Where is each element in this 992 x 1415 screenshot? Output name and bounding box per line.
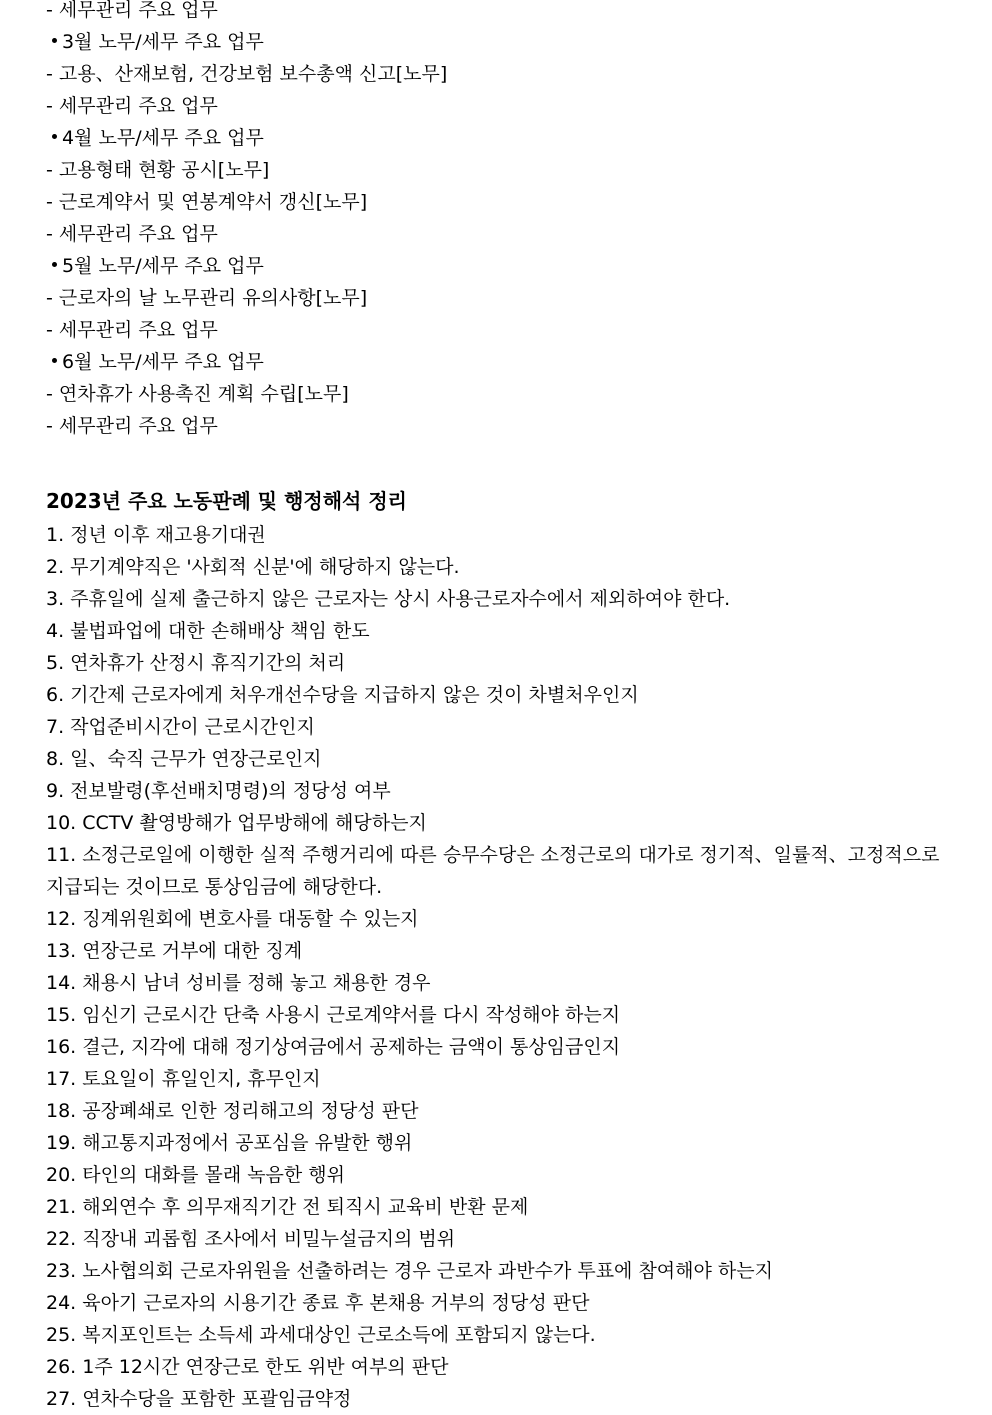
document-page [46, 0, 946, 1415]
month-heading [46, 122, 946, 154]
month-heading [46, 26, 946, 58]
schedule-item-text: - 세무관리 주요 업무 [46, 223, 218, 245]
schedule-item-text: - 근로계약서 및 연봉계약서 갱신[노무] [46, 191, 368, 213]
ruling-item: 13. 연장근로 거부에 대한 징계 [46, 940, 303, 962]
schedule-item-text: - 세무관리 주요 업무 [46, 415, 218, 437]
ruling-item: 7. 작업준비시간이 근로시간인지 [46, 716, 315, 738]
ruling-item: 12. 징계위원회에 변호사를 대동할 수 있는지 [46, 908, 419, 930]
month-heading-text: 3월 노무/세무 주요 업무 [62, 31, 264, 53]
section-title: 2023년 주요 노동판례 및 행정해석 정리 [46, 489, 407, 513]
schedule-item [46, 90, 946, 122]
bullet-icon [52, 134, 57, 139]
month-heading-text: 4월 노무/세무 주요 업무 [62, 127, 264, 149]
ruling-item: 19. 해고통지과정에서 공포심을 유발한 행위 [46, 1132, 413, 1154]
schedule-item-text: - 세무관리 주요 업무 [46, 95, 218, 117]
bullet-icon [52, 358, 57, 363]
ruling-item: 26. 1주 12시간 연장근로 한도 위반 여부의 판단 [46, 1356, 449, 1378]
bullet-icon [52, 262, 57, 267]
ruling-item: 8. 일、숙직 근무가 연장근로인지 [46, 748, 322, 770]
ruling-item: 24. 육아기 근로자의 시용기간 종료 후 본채용 거부의 정당성 판단 [46, 1292, 590, 1314]
schedule-item [46, 58, 946, 90]
ruling-item: 23. 노사협의회 근로자위원을 선출하려는 경우 근로자 과반수가 투표에 참여해야 하는지 [46, 1260, 773, 1282]
ruling-item: 4. 불법파업에 대한 손해배상 책임 한도 [46, 620, 370, 642]
ruling-item: 16. 결근, 지각에 대해 정기상여금에서 공제하는 금액이 통상임금인지 [46, 1036, 621, 1058]
ruling-item: 25. 복지포인트는 소득세 과세대상인 근로소득에 포함되지 않는다. [46, 1324, 596, 1346]
schedule-item-text: - 연차휴가 사용촉진 계획 수립[노무] [46, 383, 349, 405]
schedule-item-text: - 세무관리 주요 업무 [46, 319, 218, 341]
ruling-item: 6. 기간제 근로자에게 처우개선수당을 지급하지 않은 것이 차별처우인지 [46, 684, 639, 706]
schedule-item-text: - 근로자의 날 노무관리 유의사항[노무] [46, 287, 368, 309]
ruling-item: 22. 직장내 괴롭힘 조사에서 비밀누설금지의 범위 [46, 1228, 456, 1250]
schedule-item [46, 314, 946, 346]
schedule-item-text: - 세무관리 주요 업무 [46, 0, 218, 21]
ruling-item: 9. 전보발령(후선배치명령)의 정당성 여부 [46, 780, 391, 802]
month-heading [46, 250, 946, 282]
schedule-item [46, 186, 946, 218]
month-heading [46, 346, 946, 378]
schedule-item-text: - 고용、산재보험, 건강보험 보수총액 신고[노무] [46, 63, 448, 85]
schedule-item [46, 0, 946, 26]
ruling-item: 17. 토요일이 휴일인지, 휴무인지 [46, 1068, 321, 1090]
ruling-item: 18. 공장폐쇄로 인한 정리해고의 정당성 판단 [46, 1100, 419, 1122]
schedule-item [46, 154, 946, 186]
section-spacer [46, 442, 946, 486]
ruling-item: 5. 연차휴가 산정시 휴직기간의 처리 [46, 652, 346, 674]
schedule-item [46, 282, 946, 314]
schedule-item [46, 218, 946, 250]
ruling-item: 15. 임신기 근로시간 단축 사용시 근로계약서를 다시 작성해야 하는지 [46, 1004, 621, 1026]
schedule-item [46, 410, 946, 442]
ruling-item: 27. 연차수당을 포함한 포괄임금약정 [46, 1388, 352, 1410]
schedule-item-text: - 고용형태 현황 공시[노무] [46, 159, 270, 181]
schedule-item [46, 378, 946, 410]
ruling-item: 2. 무기계약직은 '사회적 신분'에 해당하지 않는다. [46, 556, 460, 578]
bullet-icon [52, 38, 57, 43]
ruling-item: 14. 채용시 남녀 성비를 정해 놓고 채용한 경우 [46, 972, 431, 994]
rulings-list [46, 519, 946, 1415]
ruling-item: 21. 해외연수 후 의무재직기간 전 퇴직시 교육비 반환 문제 [46, 1196, 529, 1218]
ruling-item: 3. 주휴일에 실제 출근하지 않은 근로자는 상시 사용근로자수에서 제외하여야 한다. [46, 588, 731, 610]
ruling-item: 1. 정년 이후 재고용기대권 [46, 524, 266, 546]
month-heading-text: 5월 노무/세무 주요 업무 [62, 255, 264, 277]
monthly-schedule-list [46, 0, 946, 442]
ruling-item: 20. 타인의 대화를 몰래 녹음한 행위 [46, 1164, 346, 1186]
ruling-item: 10. CCTV 촬영방해가 업무방해에 해당하는지 [46, 812, 427, 834]
ruling-item: 11. 소정근로일에 이행한 실적 주행거리에 따른 승무수당은 소정근로의 대가로 정기적、일률적、고정적으로 지급되는 것이므로 통상임금에 해당한다. [46, 844, 940, 898]
month-heading-text: 6월 노무/세무 주요 업무 [62, 351, 264, 373]
